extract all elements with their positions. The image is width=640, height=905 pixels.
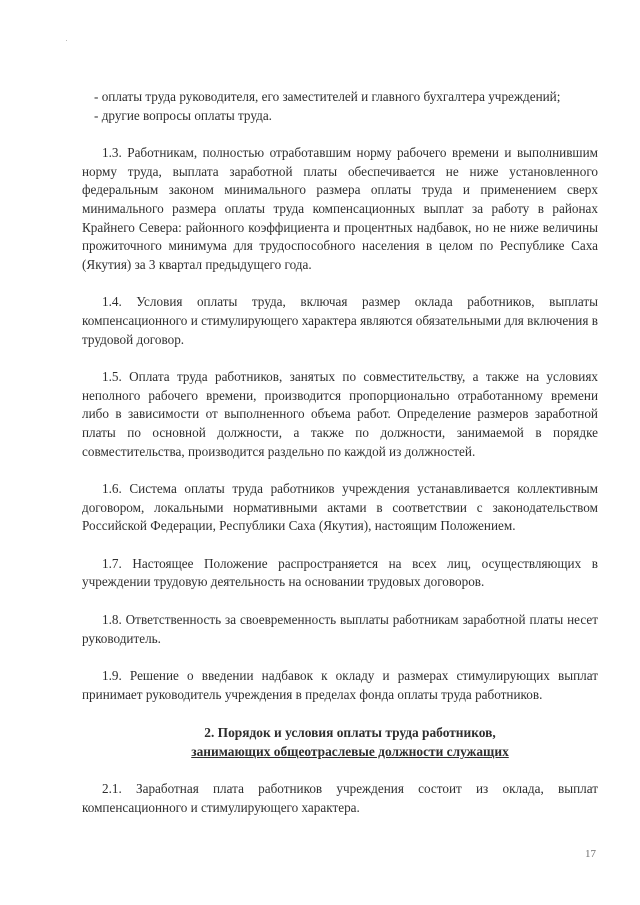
page-number: 17 [585, 848, 596, 860]
paragraph-1-4: 1.4. Условия оплаты труда, включая размер оклада работников, выплаты компенсационного и стимулирующего характера являются обязательными для включения в трудовой договор. [82, 294, 598, 347]
paragraph-1-5: 1.5. Оплата труда работников, занятых по совместительству, а также на условиях неполного рабочего времени, производится пропорционально отработанному времени либо в зависимости от выполненного объема работ. Определение размеров заработной платы по основной должности, а также по должности, занимаемой в порядке совместительства, производится раздельно по каждой из должностей. [82, 369, 598, 459]
paragraph-2-1: 2.1. Заработная плата работников учреждения состоит из оклада, выплат компенсационного и стимулирующего характера. [82, 781, 598, 816]
paragraph-1-7: 1.7. Настоящее Положение распространяется на всех лиц, осуществляющих в учреждении трудовую деятельность на основании трудовых договоров. [82, 555, 598, 590]
section-heading [82, 723, 598, 761]
list-item: - другие вопросы оплаты труда. [94, 107, 272, 123]
list-item: - оплаты труда руководителя, его заместителей и главного бухгалтера учреждений; [94, 89, 561, 104]
paragraph-1-8: 1.8. Ответственность за своевременность выплаты работникам заработной платы несет руководитель. [82, 612, 598, 646]
section-heading-line1: 2. Порядок и условия оплаты труда работников, [204, 725, 496, 741]
section-heading-line2: занимающих общеотраслевые должности служащих [191, 744, 509, 760]
paragraph-1-3: 1.3. Работникам, полностью отработавшим норму рабочего времени и выполнившим норму труда, выплата заработной платы обеспечивается не ниже установленного федеральным законом минимального размера оплаты труда и применением сверх минимального размера оплаты труда компенсационных выплат за работу в районах Крайнего Севера: районного коэффициента и процентных надбавок, но не ниже величины прожиточного минимума для трудоспособного населения в целом по Республике Саха (Якутия) за 3 квартал предыдущего года. [82, 145, 598, 272]
paragraph-1-6: 1.6. Система оплаты труда работников учреждения устанавливается коллективным договором, локальными нормативными актами в соответствии с законодательством Российской Федерации, Республики Саха (Якутия), настоящим Положением. [82, 481, 598, 534]
paragraph-1-9: 1.9. Решение о введении надбавок к окладу и размерах стимулирующих выплат принимает руководитель учреждения в пределах фонда оплаты труда работников. [82, 668, 598, 702]
scan-speck [66, 40, 67, 41]
